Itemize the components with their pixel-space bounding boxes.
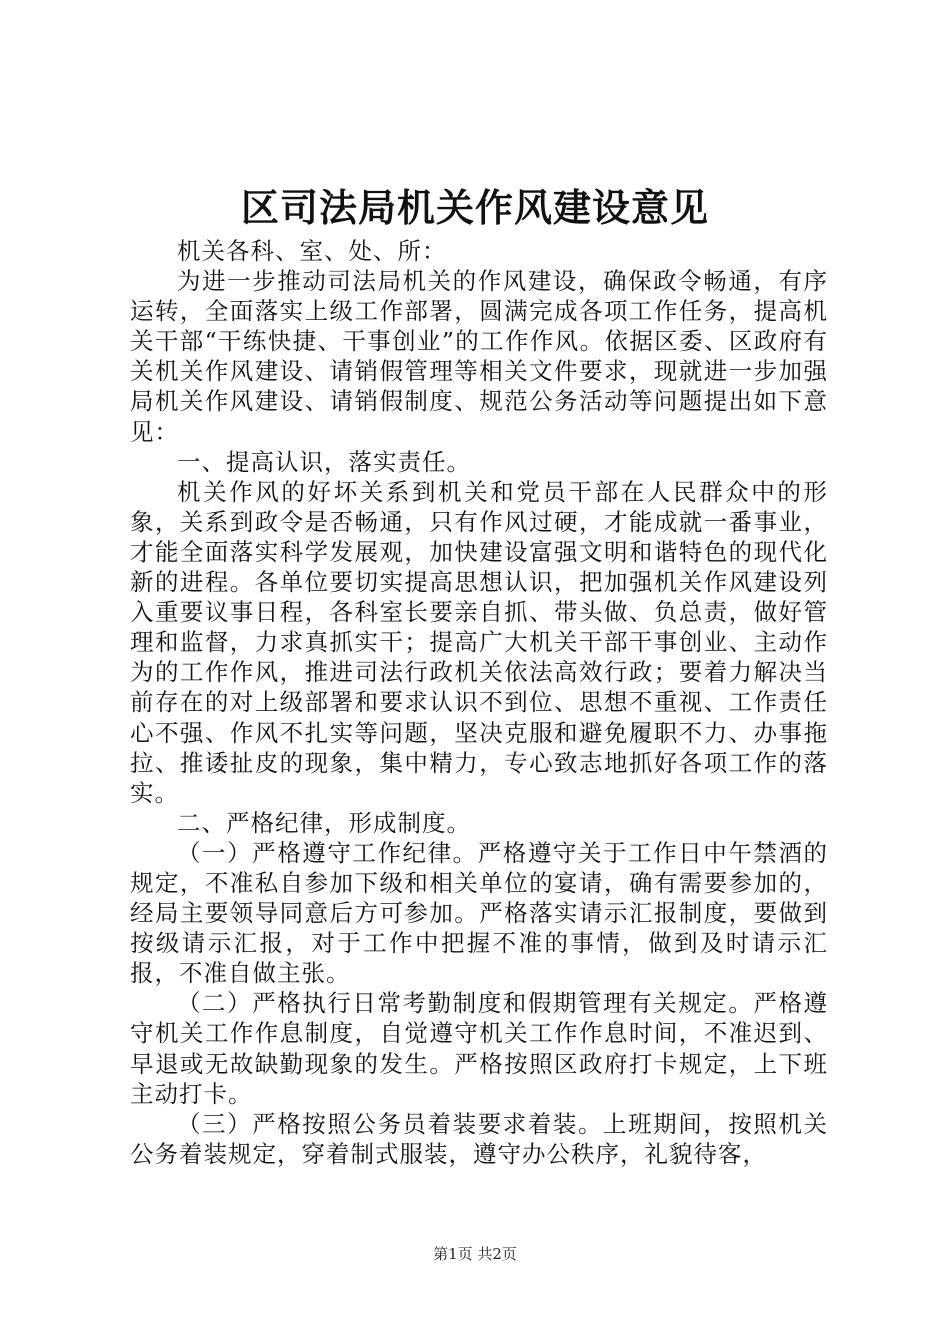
paragraph-item-2: （二）严格执行日常考勤制度和假期管理有关规定。严格遵守机关工作作息制度，自觉遵守机关工作作息时间，不准迟到、早退或无故缺勤现象的发生。严格按照区政府打卡规定，上下班主动打卡。 <box>130 989 828 1108</box>
paragraph-item-1: （一）严格遵守工作纪律。严格遵守关于工作日中午禁酒的规定，不准私自参加下级和相关单位的宴请，确有需要参加的，经局主要领导同意后方可参加。严格落实请示汇报制度，要做到按级请示汇报，对于工作中把握不准的事情，做到及时请示汇报，不准自做主张。 <box>130 838 828 988</box>
paragraph-section-1: 机关作风的好坏关系到机关和党员干部在人民群众中的形象，关系到政令是否畅通，只有作风过硬，才能成就一番事业，才能全面落实科学发展观，加快建设富强文明和谐特色的现代化新的进程。各单位要切实提高思想认识，把加强机关作风建设列入重要议事日程，各科室长要亲自抓、带头做、负总责，做好管理和监督，力求真抓实干；提高广大机关干部干事创业、主动作为的工作作风，推进司法行政机关依法高效行政；要着力解决当前存在的对上级部署和要求认识不到位、思想不重视、工作责任心不强、作风不扎实等问题，坚决克服和避免履职不力、办事拖拉、推诿扯皮的现象，集中精力，专心致志地抓好各项工作的落实。 <box>130 477 828 807</box>
document-body <box>130 236 828 1169</box>
paragraph-item-3: （三）严格按照公务员着装要求着装。上班期间，按照机关公务着装规定，穿着制式服装，遵守办公秩序，礼貌待客， <box>130 1109 828 1168</box>
page-footer: 第1页 共2页 <box>433 1245 517 1263</box>
section-heading-2: 二、严格纪律，形成制度。 <box>177 808 471 837</box>
section-heading-1: 一、提高认识，落实责任。 <box>177 447 471 476</box>
document-title: 区司法局机关作风建设意见 <box>240 186 709 230</box>
salutation: 机关各科、室、处、所： <box>177 237 447 265</box>
paragraph-intro: 为进一步推动司法局机关的作风建设，确保政令畅通，有序运转，全面落实上级工作部署，圆满完成各项工作任务，提高机关干部“干练快捷、干事创业”的工作作风。依据区委、区政府有关机关作风建设、请销假管理等相关文件要求，现就进一步加强局机关作风建设、请销假制度、规范公务活动等问题提出如下意见： <box>130 267 828 446</box>
